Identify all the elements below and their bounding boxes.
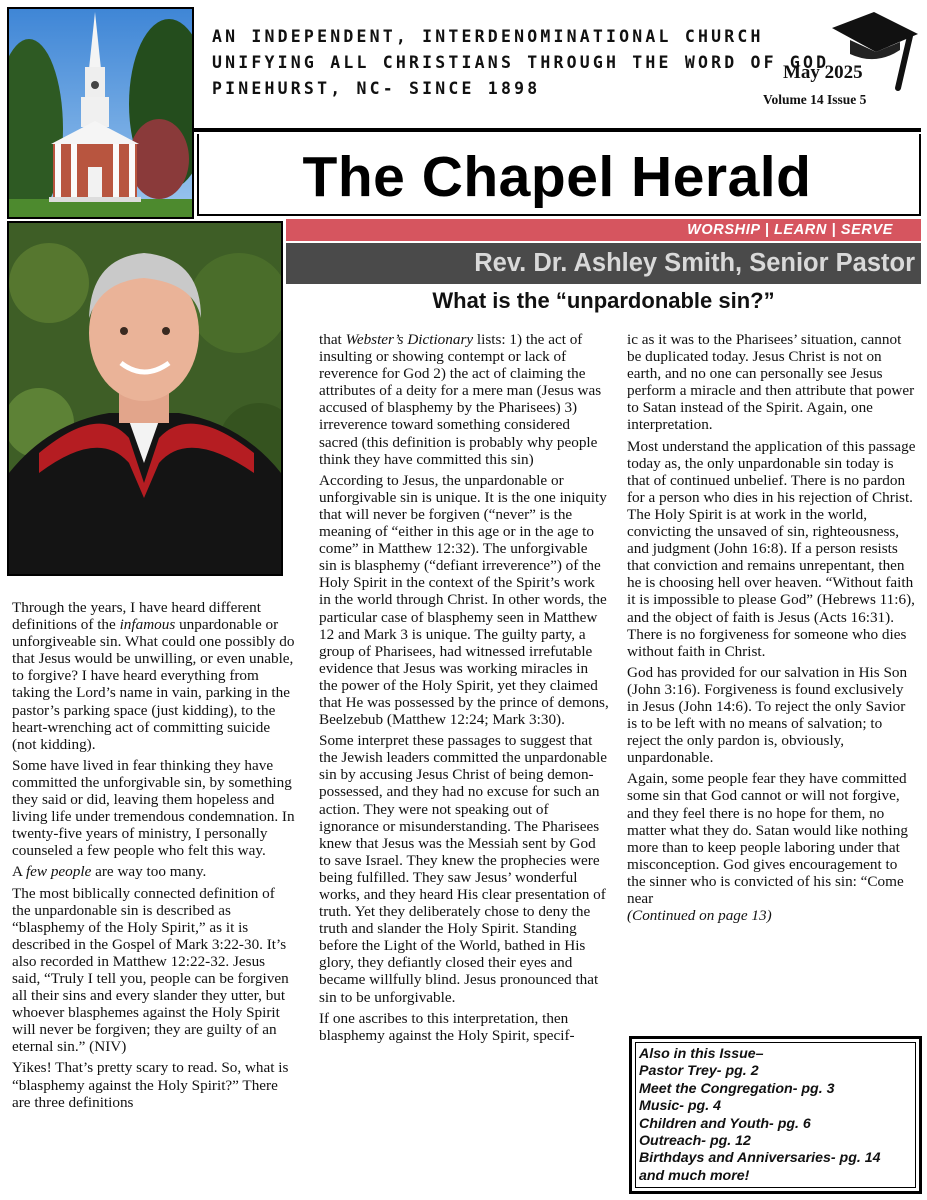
newsletter-title: The Chapel Herald xyxy=(302,145,812,209)
motto: WORSHIP | LEARN | SERVE xyxy=(687,222,893,238)
pastor-portrait xyxy=(7,221,283,576)
tagline-line: PINEHURST, NC- SINCE 1898 xyxy=(212,79,541,98)
paragraph-text: The most biblically connected definition of the unpardonable sin is described as “blasphemy of the Holy Spirit,” as it is described in the Gospel of Mark 3:22-30. It’s also recorded in Matthew 12:22-32. Jesus said, “Truly I tell you, people can be forgiven all their sins and every slander they utter, but whoever blasphemes against the Holy Spirit will never be forgiven; they are guilty of an eternal sin.” (NIV) xyxy=(12,884,289,1056)
emphasized-text: infamous xyxy=(119,616,176,634)
article-paragraph xyxy=(627,438,919,660)
emphasized-text: few people xyxy=(25,863,92,881)
continued-note: (Continued on page 13) xyxy=(627,907,772,925)
contents-item: Children and Youth- pg. 6 xyxy=(639,1115,811,1132)
paragraph-text: Again, some people fear they have committed some sin that God cannot or will not forgive, and they feel there is no hope for them, no matter what they do. Satan would like nothing more than to keep people laboring under that misconception. God gives encouragement to the sinner who is convicted of his sin: “Come near xyxy=(627,770,908,907)
contents-item: Music- pg. 4 xyxy=(639,1098,721,1115)
article-paragraph xyxy=(12,757,295,860)
paragraph-text: Some have lived in fear thinking they have committed the unforgivable sin, by something they said or did, leaving them hopeless and living life under tremendous condemnation. In twenty-five years of ministry, I personally counseled a few people who felt this way. xyxy=(12,756,295,860)
church-photo xyxy=(7,7,194,219)
article-paragraph xyxy=(627,770,919,924)
paragraph-text: According to Jesus, the unpardonable or unforgivable sin is unique. It is the one iniquity that will never be forgiven (“never” is the meaning of “either in this age or in the age to come” in Matthew 12:32). The unforgivable sin is blasphemy (“defiant irreverence”) of the Holy Spirit in the context of the Spirit’s work in the world through Christ. In other words, the particular case of blasphemy seen in Matthew 12 and Mark 3 is unique. The guilty party, a group of Pharisees, had witnessed irrefutable evidence that Jesus was working miracles in the power of the Holy Spirit, yet they claimed that He was possessed by the prince of demons, Beelzebub (Matthew 12:24; Mark 3:30). xyxy=(319,471,609,729)
paragraph-text: Yikes! That’s pretty scary to read. So, what is “blasphemy against the Holy Spirit?” There are three definitions xyxy=(12,1059,289,1111)
contents-item: Meet the Congregation- pg. 3 xyxy=(639,1080,835,1097)
paragraph-text: Most understand the application of this passage today as, the only unpardonable sin today is that of continued unbelief. There is no pardon for a person who dies in his rejection of Christ. The Holy Spirit is at work in the world, convicting the unsaved of sin, righteousness, and judgment (John 16:8). If a person resists that conviction and remains unrepentant, then he is choosing hell over heaven. “Without faith it is impossible to please God” (Hebrews 11:6), and the object of faith is Jesus (Acts 16:31). There is no forgiveness for someone who dies without faith in Christ. xyxy=(627,437,916,660)
paragraph-text: ic as it was to the Pharisees’ situation, cannot be duplicated today. Jesus Christ is not on earth, and no one can personally see Jesus perform a miracle and then attribute that power to Satan instead of the Spirit. Again, one interpretation. xyxy=(627,331,915,434)
contents-item: and much more! xyxy=(639,1167,750,1184)
paragraph-text: that xyxy=(319,331,346,348)
article-paragraph xyxy=(319,732,609,1006)
article-paragraph xyxy=(319,1010,609,1044)
paragraph-text: Some interpret these passages to suggest that the Jewish leaders committed the unpardonable sin by accusing Jesus Christ of being demon-possessed, and they had no excuse for such an action. They were not speaking out of ignorance or misunderstanding. The Pharisees knew that Jesus was the Messiah sent by God to save Israel. They knew the prophecies were being fulfilled. They saw Jesus’ wonderful works, and they heard His clear presentation of truth. Yet they deliberately chose to deny the truth and slander the Holy Spirit. Standing before the Light of the World, bathed in His glory, they defiantly closed their eyes and became willfully blind. Jesus pronounced that sin to be unforgivable. xyxy=(319,732,608,1006)
author-byline: Rev. Dr. Ashley Smith, Senior Pastor xyxy=(474,249,915,277)
tagline-line: AN INDEPENDENT, INTERDENOMINATIONAL CHURCH xyxy=(212,27,764,46)
paragraph-text: are way too many. xyxy=(91,863,207,881)
article-paragraph xyxy=(627,664,919,767)
article-paragraph xyxy=(12,885,295,1056)
article-title: What is the “unpardonable sin?” xyxy=(432,288,775,313)
emphasized-text: Webster’s Dictionary xyxy=(345,331,474,348)
article-column-3 xyxy=(627,331,919,928)
issue-date: May 2025 xyxy=(783,62,863,83)
contents-heading: Also in this Issue– xyxy=(639,1046,764,1062)
paragraph-text: A xyxy=(12,863,26,881)
paragraph-text: Through the years, I have heard different definitions of the xyxy=(12,599,261,634)
church-building-icon xyxy=(9,9,192,217)
article-column-2 xyxy=(319,331,609,1048)
paragraph-text: God has provided for our salvation in His Son (John 3:16). Forgiveness is found exclusively in Jesus (John 14:6). To reject the only Savior is to be left with no means of salvation; to reject the only pardon is, obviously, unpardonable. xyxy=(627,663,908,767)
article-paragraph xyxy=(319,331,609,468)
contents-item: Outreach- pg. 12 xyxy=(639,1133,751,1150)
masthead-tagline xyxy=(212,24,829,102)
paragraph-text: lists: 1) the act of insulting or showing contempt or lack of reverence for God 2) the act of claiming the attributes of a deity for a mere man (Jesus was accused of blasphemy by the Pharisees) 3) irreverence toward something considered sacred (this definition is probably why people think they have committed this sin) xyxy=(319,331,602,468)
article-paragraph xyxy=(12,599,295,753)
contents-item: Birthdays and Anniversaries- pg. 14 xyxy=(639,1150,881,1167)
article-paragraph xyxy=(12,863,295,880)
article-paragraph xyxy=(319,472,609,728)
article-column-1 xyxy=(12,599,295,1115)
byline-band xyxy=(286,243,921,284)
tagline-line: UNIFYING ALL CHRISTIANS THROUGH THE WORD OF GOD xyxy=(212,53,830,72)
contents-list xyxy=(639,1046,909,1185)
issue-volume: Volume 14 Issue 5 xyxy=(763,92,867,107)
paragraph-text: unpardonable or unforgiveable sin. What could one possibly do that Jesus would be unwilling, or even unable, to forgive? I have heard everything from taking the Lord’s name in vain, parking in the pastor’s parking space (just kidding), to the heart-wrenching act of committing suicide (not kidding). xyxy=(12,616,295,753)
masthead-rule xyxy=(193,128,921,132)
article-paragraph xyxy=(12,1059,295,1110)
article-paragraph xyxy=(627,331,919,434)
motto-band xyxy=(286,219,921,241)
paragraph-text: If one ascribes to this interpretation, then blasphemy against the Holy Spirit, specif- xyxy=(319,1009,575,1044)
contents-item: Pastor Trey- pg. 2 xyxy=(639,1063,759,1080)
